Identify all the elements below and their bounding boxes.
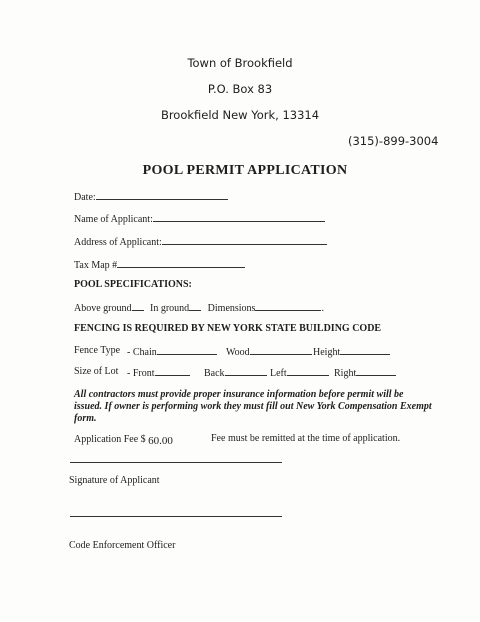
height-line[interactable] <box>340 345 390 355</box>
fee-amount: 60.00 <box>148 435 173 447</box>
phone-number: (315)-899-3004 <box>348 134 439 148</box>
right-label: Right <box>334 368 357 379</box>
dimensions-label: Dimensions <box>207 303 256 314</box>
chain-row <box>127 345 217 358</box>
wood-row <box>226 345 312 358</box>
applicant-signature-label: Signature of Applicant <box>69 475 160 486</box>
form-title: POOL PERMIT APPLICATION <box>142 163 348 178</box>
right-line[interactable] <box>356 366 396 376</box>
name-label: Name of Applicant: <box>74 214 153 225</box>
name-row <box>74 212 325 225</box>
front-line[interactable] <box>155 366 190 376</box>
applicant-signature-line[interactable] <box>70 462 282 463</box>
back-line[interactable] <box>225 366 267 376</box>
pool-specs-row <box>74 301 324 314</box>
tax-map-label: Tax Map # <box>74 260 118 271</box>
dimensions-period: . <box>321 303 324 314</box>
height-label: Height <box>313 347 341 358</box>
left-row <box>270 366 329 379</box>
fee-label: Application Fee $ <box>74 434 146 445</box>
wood-line[interactable] <box>250 345 312 355</box>
address-label: Address of Applicant: <box>74 237 162 248</box>
city-state-zip: Brookfield New York, 13314 <box>160 108 320 122</box>
dimensions-line[interactable] <box>255 301 321 311</box>
name-input-line[interactable] <box>153 212 325 222</box>
address-row <box>74 235 327 248</box>
officer-signature-label: Code Enforcement Officer <box>69 540 176 551</box>
right-row <box>334 366 396 379</box>
fencing-heading: FENCING IS REQUIRED BY NEW YORK STATE BUILDING CODE <box>74 323 382 334</box>
wood-label: Wood <box>226 347 250 358</box>
town-name: Town of Brookfield <box>187 56 293 70</box>
left-line[interactable] <box>287 366 329 376</box>
tax-map-row <box>74 258 245 271</box>
above-ground-label: Above ground <box>74 303 132 314</box>
fee-row <box>74 433 173 445</box>
size-of-lot-label: Size of Lot <box>74 366 119 377</box>
notice-line-2: issued. If owner is performing work they must fill out New York Compensation Exempt <box>74 401 432 412</box>
height-row <box>313 345 390 358</box>
chain-line[interactable] <box>157 345 217 355</box>
back-row <box>204 366 267 379</box>
above-ground-line[interactable] <box>132 301 144 311</box>
officer-signature-line[interactable] <box>70 516 282 517</box>
notice-line-3: form. <box>74 413 97 424</box>
front-row <box>127 366 190 379</box>
left-label: Left <box>270 368 287 379</box>
fee-note: Fee must be remitted at the time of application. <box>211 433 401 444</box>
pool-specs-heading: POOL SPECIFICATIONS: <box>74 279 192 290</box>
address-input-line[interactable] <box>162 235 327 245</box>
date-label: Date: <box>74 192 96 203</box>
date-row <box>74 190 228 203</box>
date-input-line[interactable] <box>96 190 228 200</box>
fence-type-label: Fence Type <box>74 345 121 356</box>
in-ground-label: In ground <box>150 303 190 314</box>
tax-map-input-line[interactable] <box>117 258 245 268</box>
notice-line-1: All contractors must provide proper insurance information before permit will be <box>74 389 404 400</box>
in-ground-line[interactable] <box>189 301 201 311</box>
front-label: - Front <box>127 368 155 379</box>
back-label: Back <box>204 368 225 379</box>
chain-label: - Chain <box>127 347 157 358</box>
po-box: P.O. Box 83 <box>207 82 273 96</box>
